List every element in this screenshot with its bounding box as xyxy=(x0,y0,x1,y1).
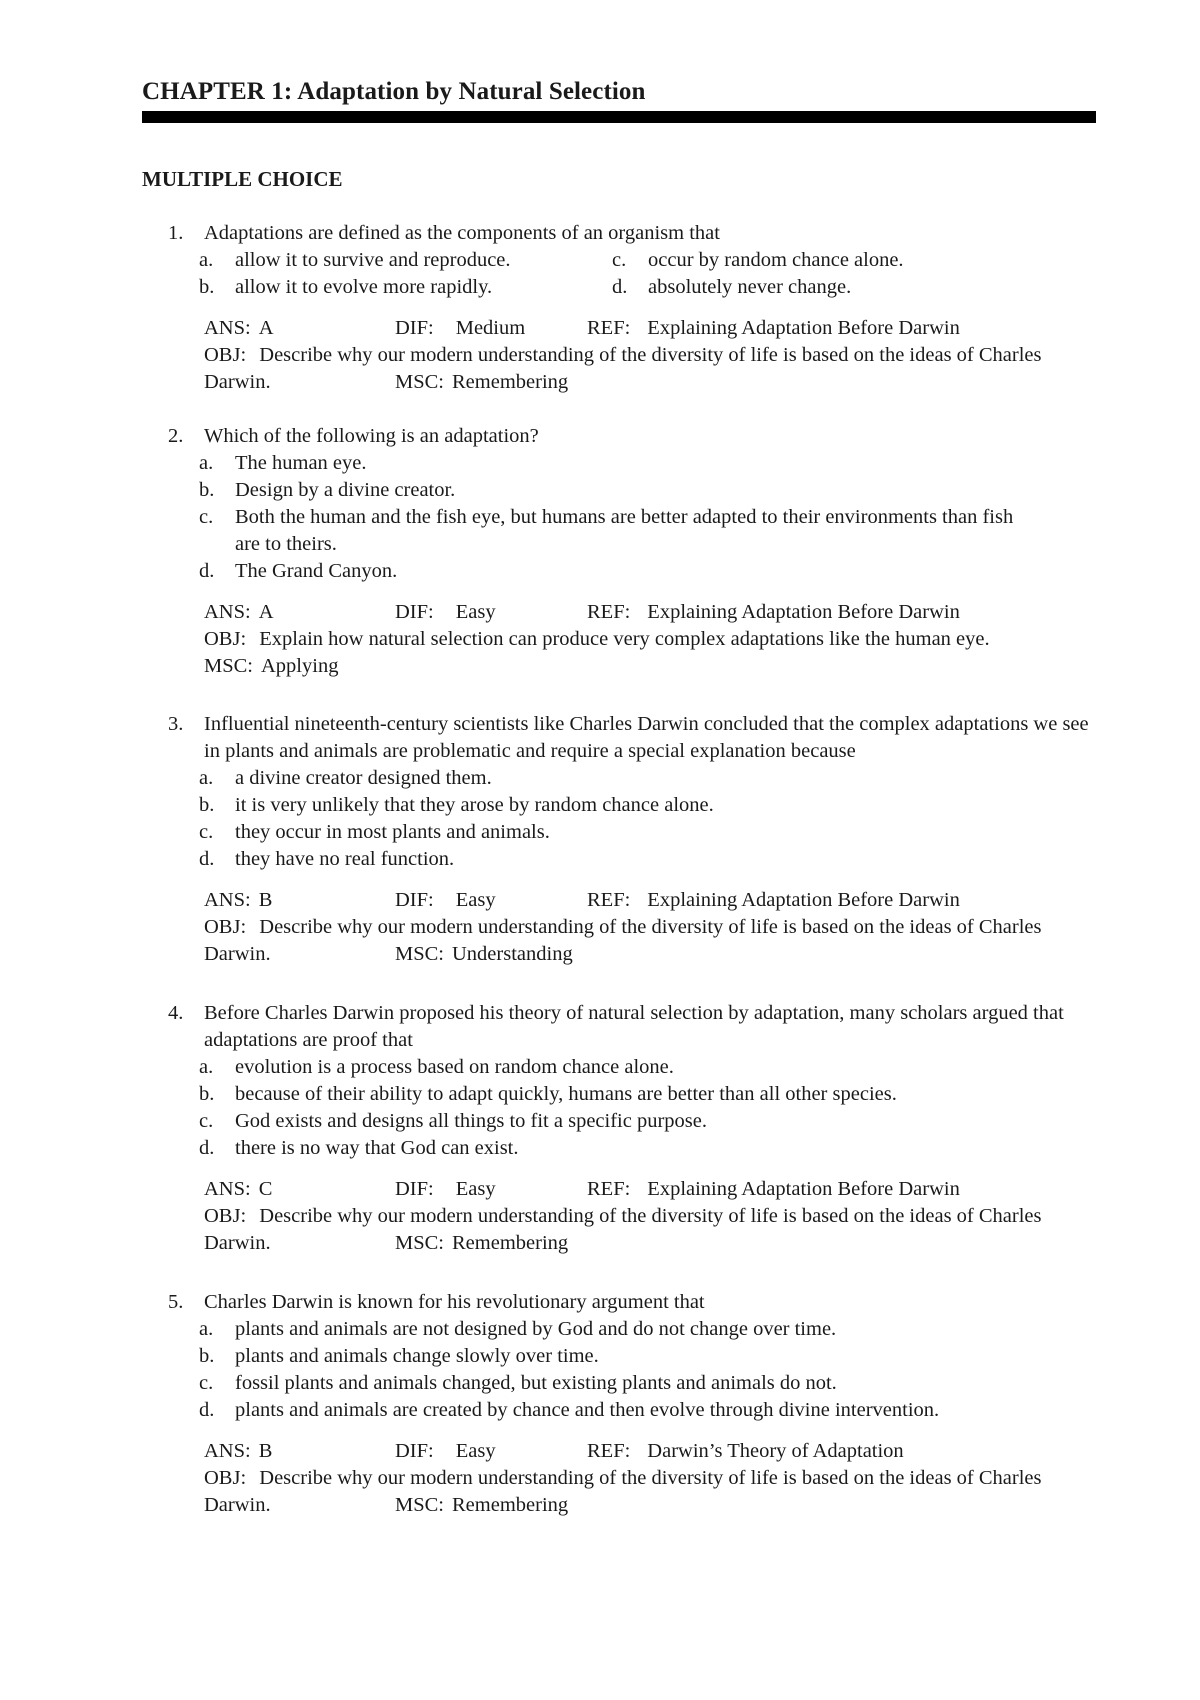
choice-text: a divine creator designed them. xyxy=(235,767,492,789)
ans-field xyxy=(204,887,272,914)
msc-field xyxy=(395,941,573,968)
choice-letter: c. xyxy=(612,249,627,271)
question-stem: Influential nineteenth-century scientists like Charles Darwin concluded that the complex adaptations we see in plants and animals are problematic and require a special explanation because xyxy=(204,713,1089,762)
choice-letter: d. xyxy=(612,276,628,298)
answer-meta xyxy=(204,887,1094,968)
msc-label: MSC: xyxy=(395,1494,444,1516)
meta-row-msc xyxy=(204,941,1094,968)
answer-meta xyxy=(204,315,1094,396)
question-number: 4. xyxy=(168,1002,184,1024)
obj-continuation: Darwin. xyxy=(204,1494,271,1516)
choice-letter: a. xyxy=(199,1056,214,1078)
choice-a xyxy=(0,765,1200,792)
meta-row-ans xyxy=(204,1438,1094,1465)
ref-label: REF: xyxy=(587,601,631,623)
dif-label: DIF: xyxy=(395,1178,434,1200)
obj-continuation: Darwin. xyxy=(204,943,271,965)
answer-meta xyxy=(204,599,1094,680)
obj-continuation: Darwin. xyxy=(204,1232,271,1254)
obj-line xyxy=(204,342,1094,369)
dif-label: DIF: xyxy=(395,889,434,911)
ref-value: Explaining Adaptation Before Darwin xyxy=(647,1178,960,1200)
question-stem: Charles Darwin is known for his revolutionary argument that xyxy=(204,1291,705,1313)
choice-c xyxy=(0,1108,1200,1135)
choice-d xyxy=(0,1397,1200,1424)
choice-letter: c. xyxy=(199,1372,214,1394)
choice-a xyxy=(0,1054,1200,1081)
ref-label: REF: xyxy=(587,1440,631,1462)
choice-text: occur by random chance alone. xyxy=(648,249,904,271)
question-stem-row xyxy=(0,711,1200,765)
question-stem-row xyxy=(0,1000,1200,1054)
msc-label: MSC: xyxy=(204,655,253,677)
ans-label: ANS: xyxy=(204,317,251,339)
meta-row-ans xyxy=(204,1176,1094,1203)
question-2 xyxy=(0,423,1200,680)
question-5 xyxy=(0,1289,1200,1519)
choice-text: because of their ability to adapt quickly, humans are better than all other species. xyxy=(235,1083,897,1105)
choice-text: evolution is a process based on random chance alone. xyxy=(235,1056,674,1078)
question-4 xyxy=(0,1000,1200,1257)
choice-b xyxy=(0,477,1200,504)
meta-row-ans xyxy=(204,315,1094,342)
ans-field xyxy=(204,1176,272,1203)
choice-d xyxy=(0,1135,1200,1162)
ref-field xyxy=(587,887,960,914)
meta-row-msc xyxy=(204,653,1094,680)
title-rule xyxy=(142,111,1096,123)
ref-label: REF: xyxy=(587,317,631,339)
ans-value: B xyxy=(258,1440,273,1462)
msc-field xyxy=(395,1230,568,1257)
msc-label: MSC: xyxy=(395,1232,444,1254)
choice-a xyxy=(0,450,1200,477)
ans-value: B xyxy=(258,889,273,911)
obj-label: OBJ: xyxy=(204,344,247,366)
choice-d xyxy=(0,558,1200,585)
question-number: 1. xyxy=(168,222,184,244)
ref-label: REF: xyxy=(587,889,631,911)
choice-letter: b. xyxy=(199,1083,215,1105)
ans-label: ANS: xyxy=(204,889,251,911)
choice-text: fossil plants and animals changed, but existing plants and animals do not. xyxy=(235,1372,837,1394)
dif-field xyxy=(395,315,525,342)
obj-value: Explain how natural selection can produce very complex adaptations like the human eye. xyxy=(259,628,990,650)
choice-text: it is very unlikely that they arose by random chance alone. xyxy=(235,794,714,816)
choice-text: plants and animals change slowly over time. xyxy=(235,1345,599,1367)
question-stem: Which of the following is an adaptation? xyxy=(204,425,539,447)
ans-label: ANS: xyxy=(204,1178,251,1200)
choice-text: The human eye. xyxy=(235,452,367,474)
answer-meta xyxy=(204,1438,1094,1519)
ans-value: C xyxy=(258,1178,273,1200)
choice-c xyxy=(0,1370,1200,1397)
choice-list xyxy=(0,247,1200,301)
ref-field xyxy=(587,1176,960,1203)
chapter-title: CHAPTER 1: Adaptation by Natural Selection xyxy=(142,78,646,105)
meta-row-msc xyxy=(204,1492,1094,1519)
obj-value: Describe why our modern understanding of the diversity of life is based on the ideas of Charles xyxy=(259,1205,1042,1227)
msc-value: Remembering xyxy=(452,1494,569,1516)
obj-line xyxy=(204,626,1094,653)
choice-c xyxy=(0,504,1200,558)
choice-letter: b. xyxy=(199,794,215,816)
choice-text: God exists and designs all things to fit a specific purpose. xyxy=(235,1110,707,1132)
msc-value: Remembering xyxy=(452,1232,569,1254)
dif-value: Easy xyxy=(455,601,496,623)
choice-b xyxy=(0,792,1200,819)
obj-label: OBJ: xyxy=(204,1205,247,1227)
ans-label: ANS: xyxy=(204,1440,251,1462)
choice-letter: c. xyxy=(199,1110,214,1132)
dif-field xyxy=(395,887,496,914)
choice-d xyxy=(0,846,1200,873)
choice-letter: b. xyxy=(199,479,215,501)
choice-letter: d. xyxy=(199,1137,215,1159)
choice-a xyxy=(0,1316,1200,1343)
ref-value: Explaining Adaptation Before Darwin xyxy=(647,317,960,339)
meta-row-msc xyxy=(204,369,1094,396)
msc-value: Remembering xyxy=(452,371,569,393)
obj-label: OBJ: xyxy=(204,1467,247,1489)
obj-line xyxy=(204,1465,1094,1492)
obj-value: Describe why our modern understanding of the diversity of life is based on the ideas of Charles xyxy=(259,916,1042,938)
obj-label: OBJ: xyxy=(204,916,247,938)
question-stem-row xyxy=(0,220,1200,247)
obj-line xyxy=(204,914,1094,941)
choice-c xyxy=(0,819,1200,846)
msc-label: MSC: xyxy=(395,371,444,393)
question-1 xyxy=(0,220,1200,396)
meta-row-ans xyxy=(204,599,1094,626)
ans-label: ANS: xyxy=(204,601,251,623)
choice-text: they occur in most plants and animals. xyxy=(235,821,550,843)
question-3 xyxy=(0,711,1200,968)
choice-text: allow it to evolve more rapidly. xyxy=(235,276,493,298)
ans-value: A xyxy=(258,601,274,623)
ans-field xyxy=(204,1438,272,1465)
dif-value: Easy xyxy=(455,889,496,911)
question-stem-row xyxy=(0,423,1200,450)
msc-value: Applying xyxy=(261,655,339,677)
ref-value: Explaining Adaptation Before Darwin xyxy=(647,889,960,911)
question-stem: Adaptations are defined as the components of an organism that xyxy=(204,222,720,244)
choice-text: there is no way that God can exist. xyxy=(235,1137,519,1159)
obj-line xyxy=(204,1203,1094,1230)
msc-label: MSC: xyxy=(395,943,444,965)
answer-meta xyxy=(204,1176,1094,1257)
question-number: 3. xyxy=(168,713,184,735)
obj-continuation: Darwin. xyxy=(204,371,271,393)
choice-letter: b. xyxy=(199,276,215,298)
ans-field xyxy=(204,599,274,626)
choice-letter: a. xyxy=(199,249,214,271)
choice-text: Both the human and the fish eye, but humans are better adapted to their environments than fish are to theirs. xyxy=(235,506,1014,555)
question-stem-row xyxy=(0,1289,1200,1316)
choice-text: plants and animals are not designed by God and do not change over time. xyxy=(235,1318,837,1340)
choice-letter: a. xyxy=(199,452,214,474)
dif-field xyxy=(395,1438,496,1465)
choice-letter: a. xyxy=(199,1318,214,1340)
choice-letter: d. xyxy=(199,560,215,582)
choice-letter: d. xyxy=(199,1399,215,1421)
obj-value: Describe why our modern understanding of the diversity of life is based on the ideas of Charles xyxy=(259,1467,1042,1489)
msc-field xyxy=(395,1492,568,1519)
ref-value: Explaining Adaptation Before Darwin xyxy=(647,601,960,623)
choice-text: plants and animals are created by chance and then evolve through divine intervention. xyxy=(235,1399,940,1421)
ref-value: Darwin’s Theory of Adaptation xyxy=(647,1440,904,1462)
choice-text: absolutely never change. xyxy=(648,276,852,298)
dif-field xyxy=(395,1176,496,1203)
choice-text: The Grand Canyon. xyxy=(235,560,398,582)
ref-field xyxy=(587,1438,904,1465)
choice-letter: c. xyxy=(199,821,214,843)
choice-letter: c. xyxy=(199,506,214,528)
choice-b xyxy=(0,1343,1200,1370)
ans-field xyxy=(204,315,274,342)
ans-value: A xyxy=(258,317,274,339)
dif-value: Easy xyxy=(455,1178,496,1200)
question-number: 2. xyxy=(168,425,184,447)
section-title: MULTIPLE CHOICE xyxy=(142,167,343,191)
msc-field xyxy=(204,653,338,680)
question-stem: Before Charles Darwin proposed his theory of natural selection by adaptation, many scholars argued that adaptations are proof that xyxy=(204,1002,1064,1051)
choice-text: Design by a divine creator. xyxy=(235,479,456,501)
choice-letter: b. xyxy=(199,1345,215,1367)
choice-b xyxy=(0,1081,1200,1108)
ref-label: REF: xyxy=(587,1178,631,1200)
choice-letter: a. xyxy=(199,767,214,789)
msc-field xyxy=(395,369,568,396)
dif-value: Medium xyxy=(455,317,526,339)
dif-label: DIF: xyxy=(395,601,434,623)
question-number: 5. xyxy=(168,1291,184,1313)
dif-field xyxy=(395,599,496,626)
ref-field xyxy=(587,599,960,626)
obj-value: Describe why our modern understanding of the diversity of life is based on the ideas of Charles xyxy=(259,344,1042,366)
dif-label: DIF: xyxy=(395,317,434,339)
choice-text: they have no real function. xyxy=(235,848,455,870)
meta-row-ans xyxy=(204,887,1094,914)
dif-label: DIF: xyxy=(395,1440,434,1462)
choice-text: allow it to survive and reproduce. xyxy=(235,249,511,271)
msc-value: Understanding xyxy=(452,943,573,965)
ref-field xyxy=(587,315,960,342)
obj-label: OBJ: xyxy=(204,628,247,650)
meta-row-msc xyxy=(204,1230,1094,1257)
choice-letter: d. xyxy=(199,848,215,870)
dif-value: Easy xyxy=(455,1440,496,1462)
